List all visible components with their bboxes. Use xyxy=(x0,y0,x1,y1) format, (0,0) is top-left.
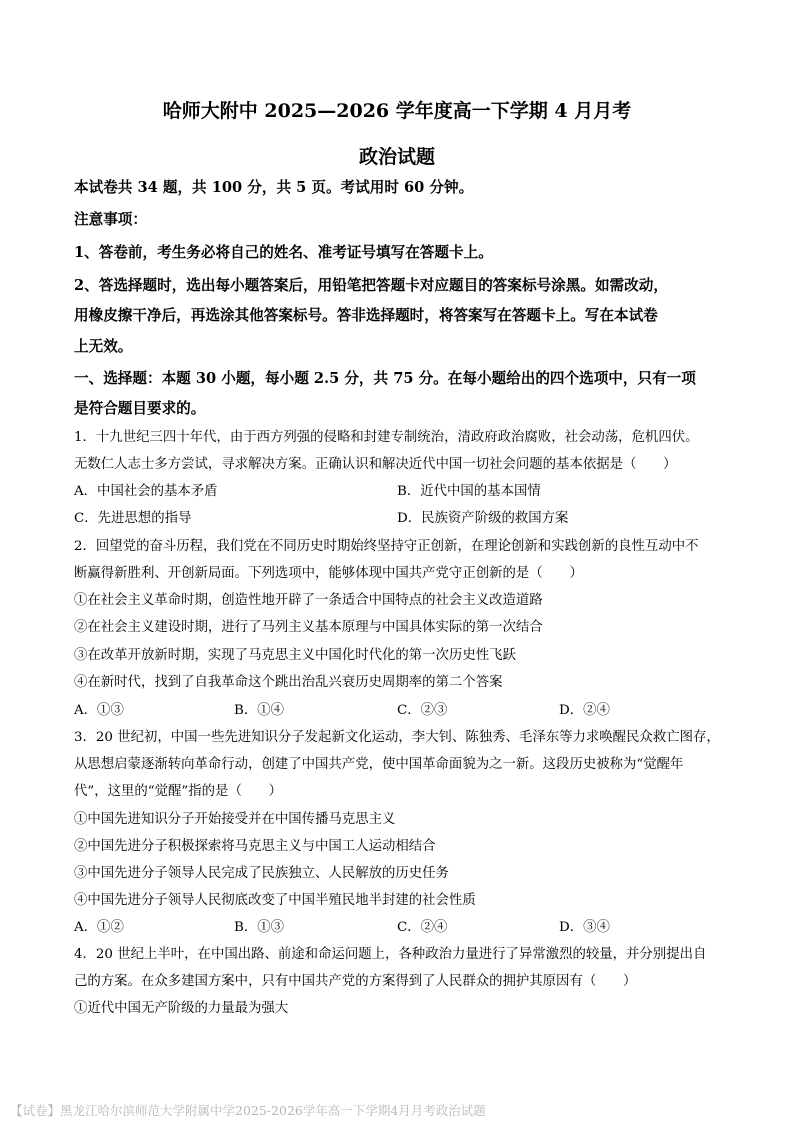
exam-intro: 本试卷共 34 题，共 100 分，共 5 页。考试用时 60 分钟。 xyxy=(74,179,474,196)
q2-item: ①在社会主义革命时期，创造性地开辟了一条适合中国特点的社会主义改造道路 xyxy=(74,593,543,608)
q3-item: ③中国先进分子领导人民完成了民族独立、人民解放的历史任务 xyxy=(74,866,449,881)
source-footer: 【试卷】黑龙江哈尔滨师范大学附属中学2025-2026学年高一下学期4月月考政治试题 xyxy=(10,1103,486,1118)
q3-stem: 代”，这里的“觉醒”指的是（ ） xyxy=(74,784,283,799)
exam-title: 哈师大附中 2025—2026 学年度高一下学期 4 月月考 xyxy=(162,100,632,122)
section-heading: 是符合题目要求的。 xyxy=(74,400,206,417)
q2-stem: 2．回望党的奋斗历程，我们党在不同历史时期始终坚持守正创新，在理论创新和实践创新的良性互动中不 xyxy=(74,539,699,554)
q2-option-a: A．①③ xyxy=(74,703,124,718)
q1-option-b: B．近代中国的基本国情 xyxy=(397,484,541,499)
q3-option-c: C．②④ xyxy=(397,920,448,935)
q4-item: ①近代中国无产阶级的力量最为强大 xyxy=(74,1001,289,1016)
q3-option-a: A．①② xyxy=(74,920,124,935)
q3-stem: 3．20 世纪初，中国一些先进知识分子发起新文化运动，李大钊、陈独秀、毛泽东等力求唤醒民众救亡图存， xyxy=(74,730,720,745)
exam-subtitle: 政治试题 xyxy=(358,146,435,168)
q2-option-b: B．①④ xyxy=(234,703,285,718)
q3-item: ②中国先进分子积极探索将马克思主义与中国工人运动相结合 xyxy=(74,839,436,854)
notice-line: 上无效。 xyxy=(74,338,133,355)
q3-item: ④中国先进分子领导人民彻底改变了中国半殖民地半封建的社会性质 xyxy=(74,893,476,908)
q1-option-d: D．民族资产阶级的救国方案 xyxy=(397,511,569,526)
q1-stem: 无数仁人志士多方尝试，寻求解决方案。正确认识和解决近代中国一切社会问题的基本依据是（ ） xyxy=(74,457,677,472)
q2-item: ③在改革开放新时期，实现了马克思主义中国化时代化的第一次历史性飞跃 xyxy=(74,648,516,663)
q3-option-b: B．①③ xyxy=(234,920,285,935)
q1-stem: 1．十九世纪三四十年代，由于西方列强的侵略和封建专制统治，清政府政治腐败，社会动荡，危机四伏。 xyxy=(74,430,699,445)
q4-stem: 己的方案。在众多建国方案中，只有中国共产党的方案得到了人民群众的拥护其原因有（ ） xyxy=(74,974,637,989)
q2-item: ④在新时代，找到了自我革命这个跳出治乱兴衰历史周期率的第二个答案 xyxy=(74,675,503,690)
section-heading: 一、选择题：本题 30 小题，每小题 2.5 分，共 75 分。在每小题给出的四个选项中，只有一项 xyxy=(74,370,696,387)
q3-stem: 从思想启蒙逐渐转向革命行动，创建了中国共产党，使中国革命面貌为之一新。这段历史被称为“觉醒年 xyxy=(74,757,684,772)
q2-item: ②在社会主义建设时期，进行了马列主义基本原理与中国具体实际的第一次结合 xyxy=(74,620,543,635)
q3-item: ①中国先进知识分子开始接受并在中国传播马克思主义 xyxy=(74,812,396,827)
notice-line: 1、答卷前，考生务必将自己的姓名、准考证号填写在答题卡上。 xyxy=(74,244,493,261)
notice-line: 用橡皮擦干净后，再选涂其他答案标号。答非选择题时，将答案写在答题卡上。写在本试卷 xyxy=(74,307,658,324)
q1-option-c: C．先进思想的指导 xyxy=(74,511,192,526)
notice-heading: 注意事项： xyxy=(74,211,147,228)
q3-option-d: D．③④ xyxy=(559,920,610,935)
q2-stem: 断赢得新胜利、开创新局面。下列选项中，能够体现中国共产党守正创新的是（ ） xyxy=(74,566,583,581)
notice-line: 2、答选择题时，选出每小题答案后，用铅笔把答题卡对应题目的答案标号涂黑。如需改动， xyxy=(74,277,668,294)
q4-stem: 4．20 世纪上半叶，在中国出路、前途和命运问题上，各种政治力量进行了异常激烈的较量，并分别提出自 xyxy=(74,947,707,962)
q1-option-a: A．中国社会的基本矛盾 xyxy=(74,484,218,499)
q2-option-d: D．②④ xyxy=(559,703,610,718)
q2-option-c: C．②③ xyxy=(397,703,448,718)
